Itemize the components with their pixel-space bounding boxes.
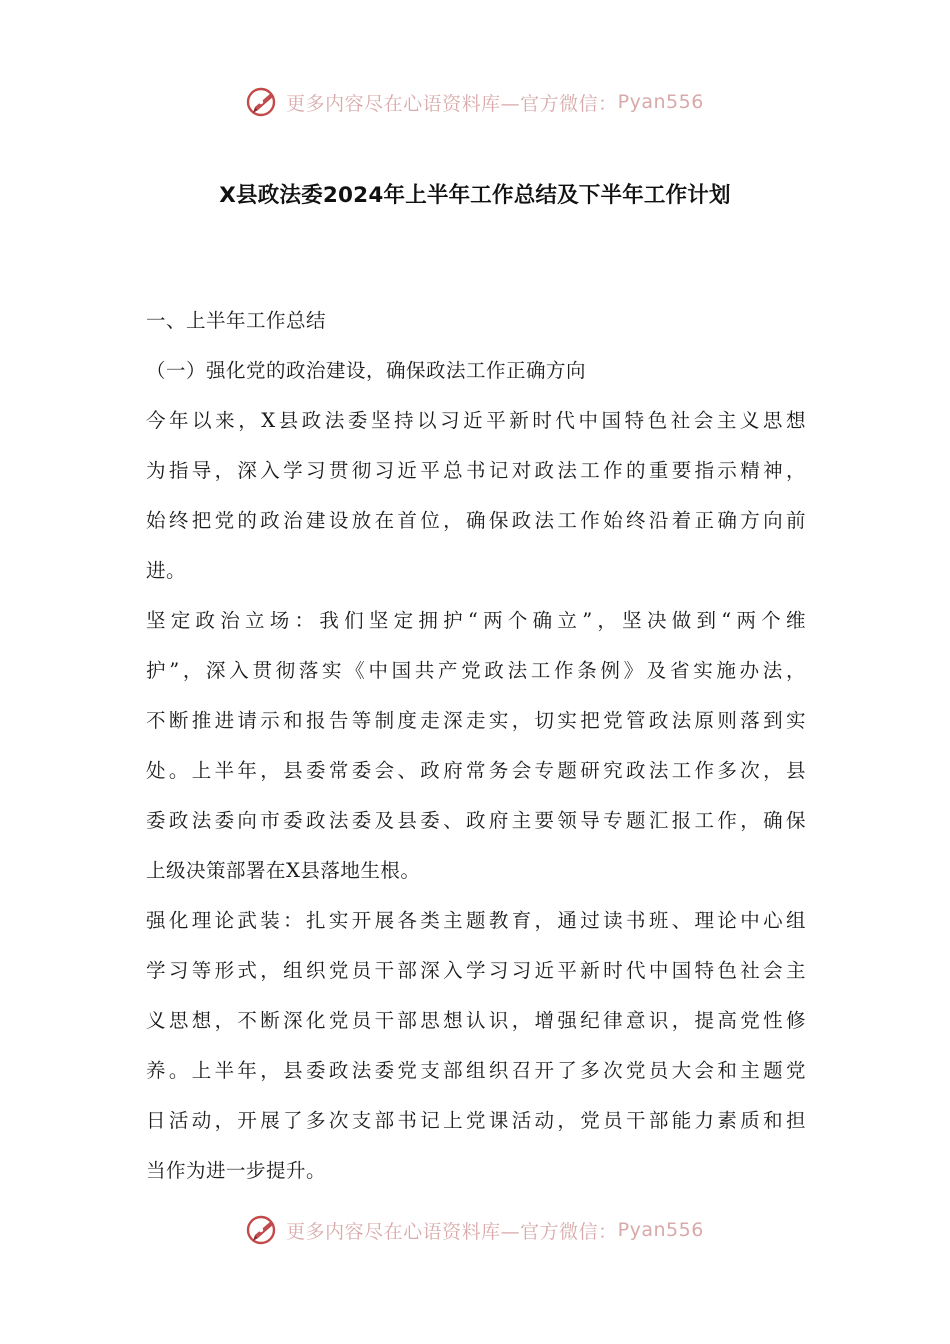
body-line: 今年以来，X县政法委坚持以习近平新时代中国特色社会主义思想 bbox=[146, 409, 806, 432]
body-line: 不断推进请示和报告等制度走深走实，切实把党管政法原则落到实 bbox=[146, 709, 806, 732]
body-line: 进。 bbox=[146, 559, 187, 582]
body-line: 义思想，不断深化党员干部思想认识，增强纪律意识，提高党性修 bbox=[146, 1009, 806, 1032]
body-line: 当作为进一步提升。 bbox=[146, 1159, 327, 1182]
body-line: 坚定政治立场：我们坚定拥护“两个确立”，坚决做到“两个维 bbox=[146, 609, 806, 632]
body-line: 为指导，深入学习贯彻习近平总书记对政法工作的重要指示精神， bbox=[146, 459, 806, 482]
section-heading: 一、上半年工作总结 bbox=[146, 309, 327, 332]
body-line: 始终把党的政治建设放在首位，确保政法工作始终沿着正确方向前 bbox=[146, 509, 806, 532]
watermark-handle: Pyan556 bbox=[617, 91, 704, 113]
subsection-heading: （一）强化党的政治建设，确保政法工作正确方向 bbox=[146, 359, 587, 382]
watermark-text: 更多内容尽在心语资料库—官方微信： bbox=[286, 92, 618, 115]
pen-logo-icon bbox=[246, 85, 280, 119]
pen-logo-icon bbox=[246, 1213, 280, 1247]
watermark-footer bbox=[0, 1210, 950, 1250]
body-line: 养。上半年，县委政法委党支部组织召开了多次党员大会和主题党 bbox=[146, 1059, 806, 1082]
body-line: 处。上半年，县委常委会、政府常务会专题研究政法工作多次，县 bbox=[146, 759, 806, 782]
page-title: X县政法委2024年上半年工作总结及下半年工作计划 bbox=[219, 183, 731, 208]
body-line: 学习等形式，组织党员干部深入学习习近平新时代中国特色社会主 bbox=[146, 959, 806, 982]
body-line: 委政法委向市委政法委及县委、政府主要领导专题汇报工作，确保 bbox=[146, 809, 806, 832]
body-line: 上级决策部署在X县落地生根。 bbox=[146, 859, 421, 882]
body-line: 护”，深入贯彻落实《中国共产党政法工作条例》及省实施办法， bbox=[146, 659, 806, 682]
document-body bbox=[146, 296, 806, 1196]
body-line: 强化理论武装：扎实开展各类主题教育，通过读书班、理论中心组 bbox=[146, 909, 806, 932]
watermark-header bbox=[0, 82, 950, 122]
body-line: 日活动，开展了多次支部书记上党课活动，党员干部能力素质和担 bbox=[146, 1109, 806, 1132]
watermark-handle: Pyan556 bbox=[617, 1219, 704, 1241]
watermark-text: 更多内容尽在心语资料库—官方微信： bbox=[286, 1220, 618, 1243]
